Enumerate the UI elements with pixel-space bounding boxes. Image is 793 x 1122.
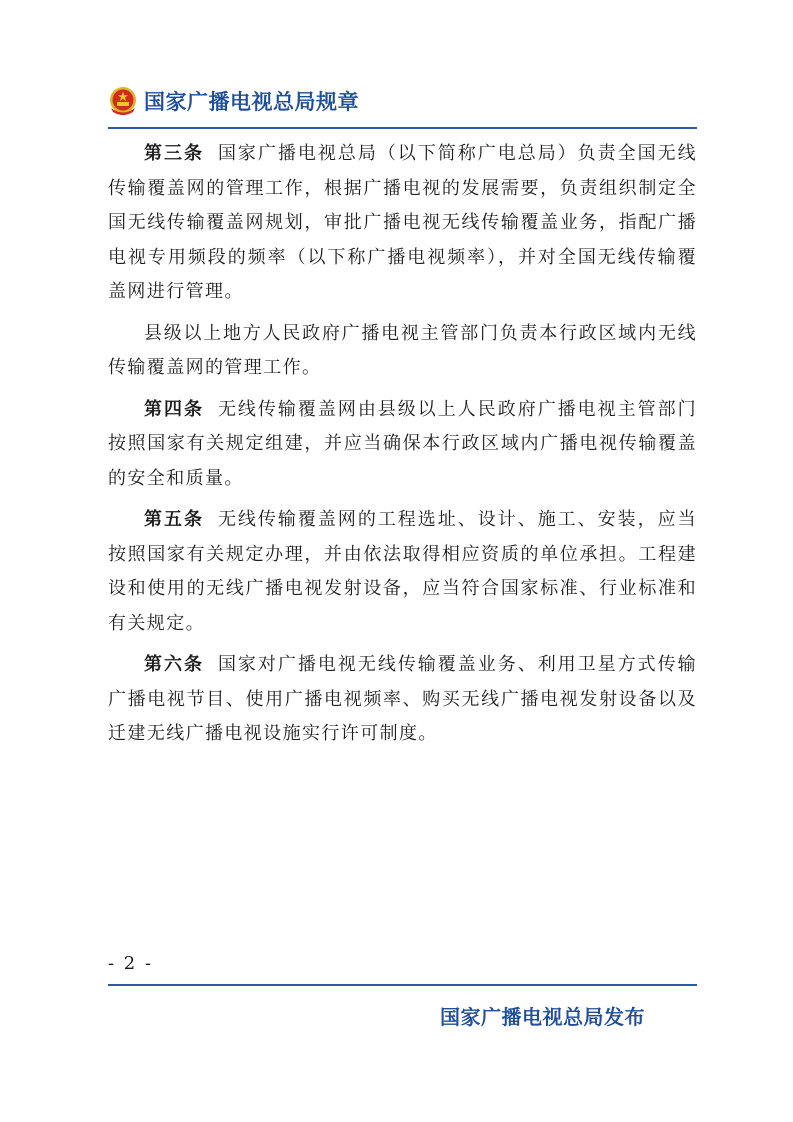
national-emblem-icon xyxy=(108,86,138,116)
article-text: 无线传输覆盖网的工程选址、设计、施工、安装，应当按照国家有关规定办理，并由依法取得相应资质的单位承担。工程建设和使用的无线广播电视发射设备，应当符合国家标准、行业标准和有关规定。 xyxy=(108,509,697,634)
article-heading: 第六条 xyxy=(144,654,204,675)
article-text: 无线传输覆盖网由县级以上人民政府广播电视主管部门按照国家有关规定组建，并应当确保本行政区域内广播电视传输覆盖的安全和质量。 xyxy=(108,398,697,489)
article-text: 国家广播电视总局（以下简称广电总局）负责全国无线传输覆盖网的管理工作，根据广播电视的发展需要，负责组织制定全国无线传输覆盖网规划，审批广播电视无线传输覆盖业务，指配广播电视专用频段的频率（以下称广播电视频率），并对全国无线传输覆盖网进行管理。 xyxy=(108,143,697,302)
article-5 xyxy=(108,503,697,641)
page-number: - 2 - xyxy=(108,953,154,974)
footer-publisher: 国家广播电视总局发布 xyxy=(440,1005,645,1029)
article-6 xyxy=(108,648,697,752)
article-heading: 第五条 xyxy=(144,509,204,530)
article-text: 县级以上地方人民政府广播电视主管部门负责本行政区域内无线传输覆盖网的管理工作。 xyxy=(108,322,697,378)
article-4 xyxy=(108,393,697,497)
article-text: 国家对广播电视无线传输覆盖业务、利用卫星方式传输广播电视节目、使用广播电视频率、购买无线广播电视发射设备以及迁建无线广播电视设施实行许可制度。 xyxy=(108,654,697,744)
article-3-paragraph-2 xyxy=(108,317,697,386)
article-heading: 第四条 xyxy=(144,398,204,420)
page-header xyxy=(108,84,359,118)
article-heading: 第三条 xyxy=(144,143,204,164)
header-rule xyxy=(108,127,697,129)
article-3 xyxy=(108,137,697,310)
header-title: 国家广播电视总局规章 xyxy=(144,90,359,114)
footer-rule xyxy=(108,984,697,986)
document-body xyxy=(108,137,697,752)
